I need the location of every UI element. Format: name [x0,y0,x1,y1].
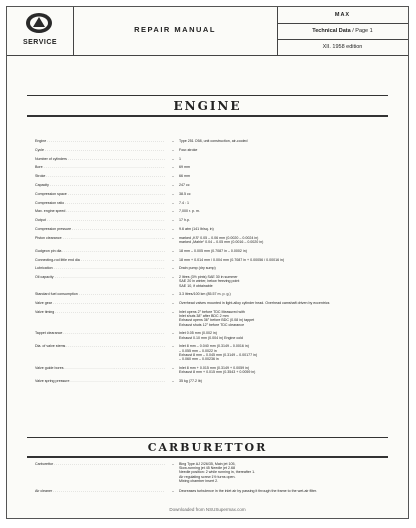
spec-dash: – [172,248,174,253]
spec-dash: – [172,183,174,187]
spec-row [7,331,408,339]
service-label: SERVICE [22,39,58,46]
model-name: MAX [277,7,408,24]
spec-row [7,157,408,161]
spec-dash: – [172,292,174,297]
spec-value: 3.3 litres/100 km (85.57 m. p. g.) [179,292,231,297]
page-info [277,23,408,40]
engine-title: ENGINE [173,99,242,113]
spec-label: Carburettor . . . [35,462,165,466]
spec-row [7,258,408,262]
spec-row [7,379,408,383]
spec-row [7,209,408,213]
spec-dash: – [172,365,174,370]
spec-value: 18 mm + 0.014 mm / 0.004 mm (0.7087 in + 0.00056 / 0.00016 in) [179,257,285,262]
spec-value: 66 mm [179,174,190,179]
spec-row [7,236,408,244]
spec-value: Inlet 0.05 mm (0.002 in) Exhaust 0.10 mm (0.004 in) Engine cold [179,331,243,340]
technical-data-label: Technical Data [312,28,351,34]
spec-row [7,148,408,152]
spec-dash: – [172,227,174,231]
spec-dash: – [172,235,174,240]
spec-dash: – [172,165,174,170]
spec-value: 18 mm – 0.005 mm (0.7087 in – 0.0002 in) [179,248,247,253]
spec-value: Four-stroke [179,147,198,152]
spec-label: Air cleaner . . . [35,489,165,493]
page-header [7,7,408,56]
spec-label: Compression pressure . . . [35,227,165,231]
spec-value: 2 litres (3½ pints) SAE 30 in summer SAE 20 in winter, below freezing point SAE 10, if obtainable [179,275,240,288]
spec-label: Output . . . [35,218,165,222]
spec-dash: – [172,156,174,161]
spec-row [7,275,408,288]
spec-value: 38.5 cc [179,191,191,196]
spec-value: Overhead valves mounted in light-alloy cylinder head. Overhead camshaft driven by eccentrics [179,301,330,306]
spec-row [7,292,408,296]
nsu-logo-icon [25,12,53,34]
spec-label: Compression space . . . [35,192,165,196]
spec-value: Type 251 O58, unit construction, air-cooled [179,139,248,143]
spec-label: Connecting-rod little end dia . . . [35,258,165,262]
spec-label: Piston clearance . . . [35,236,165,240]
spec-dash: – [172,462,174,466]
spec-row [7,139,408,143]
spec-value: Inlet 8 mm + 0.015 mm (0.3149 + 0.0059 in) Exhaust 8 mm + 0.015 mm (0.3543 + 0.0059 in) [179,365,256,374]
manual-page [6,6,409,519]
spec-label: Valve guide bores . . . [35,366,165,370]
spec-value: 1 [179,156,181,161]
spec-dash: – [172,218,174,223]
engine-rule-bottom [27,115,388,117]
spec-value: 7.4 : 1 [179,200,189,205]
spec-value: 35 kg (77.2 lb) [179,378,202,383]
spec-row [7,266,408,270]
spec-dash: – [172,489,174,493]
spec-label: Dia. of valve stems . . . [35,344,165,348]
spec-label: Max. engine speed . . . [35,209,165,213]
spec-row [7,192,408,196]
spec-dash: – [172,331,174,336]
spec-label: Engine . . . [35,139,165,143]
spec-value: Drain pump (dry sump) [179,266,216,271]
spec-value: marked „KS“ 0.05 – 0.06 mm (0.0020 – 0.0024 in) marked „Mahle“ 0.04 – 0.05 mm (0.0016 – 0.0020 in) [179,235,264,244]
logo-cell [7,7,74,55]
carb-rule-bottom [27,456,388,458]
spec-dash: – [172,209,174,214]
page-number: / Page 1 [352,28,373,34]
edition-label: XII. 1958 edition [322,44,363,50]
spec-dash: – [172,344,174,349]
spec-row [7,174,408,178]
spec-dash: – [172,139,174,143]
spec-row [7,489,408,493]
spec-label: Valve gear . . . [35,301,165,305]
manual-title: REPAIR MANUAL [134,25,216,34]
spec-row [7,249,408,253]
spec-dash: – [172,200,174,205]
spec-label: Oil capacity . . . [35,275,165,279]
spec-value: 247 cc [179,183,190,187]
spec-label: Cycle . . . [35,148,165,152]
spec-label: Valve spring pressure . . . [35,379,165,383]
spec-row [7,165,408,169]
spec-dash: – [172,257,174,262]
spec-row [7,366,408,374]
spec-value: Inlet opens 2° before TDC Measured with Inlet shuts 38° after BDC 2 mm Exhaust opens 36° before BDC (0.08 in) tappet Exhaust shuts 12° before TDC clearance [179,310,255,327]
spec-value: Inlet 8 mm – 0.040 mm (0.3149 – 0.0016 in) – 0.055 mm – 0.0022 in Exhaust 8 mm – 0.045 mm (0.3149 – 0.00177 in) – 0.060 mm – 0.00236 in [179,344,258,361]
spec-dash: – [172,378,174,383]
spec-label: Compression ratio . . . [35,201,165,205]
carb-rule-top [27,437,388,438]
spec-label: Tappet clearance . . . [35,331,165,335]
spec-label: Valve timing . . . [35,310,165,314]
spec-value: Decreases turbulence in the inlet air by passing it through the frame to the wet-air filter. [179,489,318,493]
spec-label: Stroke . . . [35,174,165,178]
spec-value: 69 mm [179,165,190,170]
spec-label: Capacity . . . [35,183,165,187]
spec-row [7,201,408,205]
engine-rule-top [27,95,388,96]
spec-dash: – [172,174,174,179]
manual-title-cell [73,7,278,55]
spec-row [7,301,408,305]
spec-value: 9.6 atm (141 lb/sq. in) [179,227,214,231]
spec-label: Gudgeon pin dia . . . [35,249,165,253]
spec-dash: – [172,310,174,314]
spec-row [7,218,408,222]
spec-dash: – [172,266,174,271]
spec-row [7,227,408,231]
spec-value: 7,000 r. p. m. [179,209,200,214]
spec-label: Lubrication . . . [35,266,165,270]
spec-label: Bore . . . [35,165,165,169]
spec-row [7,344,408,361]
info-cell [277,7,408,55]
spec-dash: – [172,191,174,196]
spec-dash: – [172,301,174,306]
spec-dash: – [172,147,174,152]
spec-row [7,183,408,187]
spec-value: 17 h.p. [179,218,190,223]
spec-dash: – [172,275,174,280]
footer-text: Downloaded from NSUSupermax.com [169,507,246,512]
spec-row [7,310,408,327]
spec-value: Bing Type AJ 2/26/35, Main jet 105, Slow-running jet 45 Needle jet 2.68 Needle position: 2 while running in, thereafter 1. Air regulating screw 1½ turns open. Mixing chamber insert 2. [179,462,256,483]
spec-label: Standard fuel consumption . . . [35,292,165,296]
carburettor-title: CARBURETTOR [147,441,268,454]
spec-label: Number of cylinders . . . [35,157,165,161]
spec-row [7,462,408,483]
